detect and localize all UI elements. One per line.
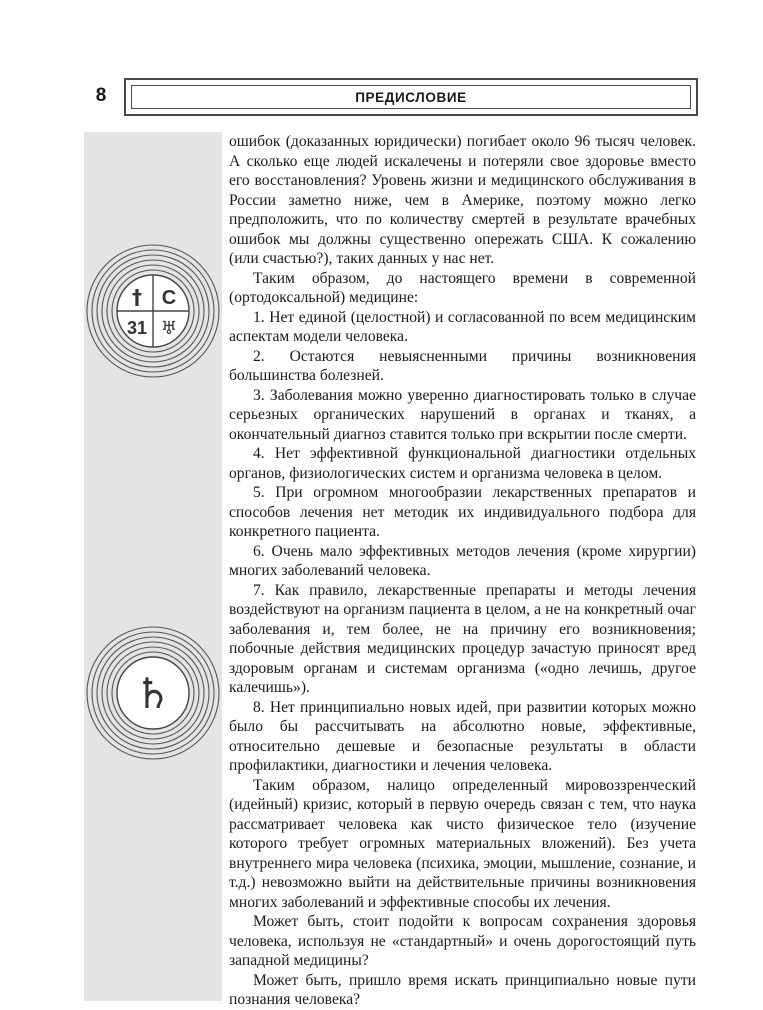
emblem-letter-text: С [161,287,177,309]
paragraph: Таким образом, налицо определенный мировоззренческий (идейный) кризис, который в первую очередь связан с тем, что наука рассматривает человека как чисто физическое тело (изучение которого требует огромных материальных вложений). Без учета внутреннего мира человека (психика, эмоции, мышление, сознание, и т.д.) невозможно выйти на действительные причины возникновения многих заболеваний и эффективные способы их лечения. [229,776,696,911]
page-number: 8 [95,85,107,106]
emblem-saturn-glyph: ♄ [134,669,172,718]
emblem-glyph-text: ♅ [160,318,178,339]
list-item: 1. Нет единой (целостной) и согласованной по всем медицинским аспектам модели человека. [229,308,696,345]
body-text [229,132,696,1010]
quadrant-emblem-icon [84,242,222,380]
list-item: 5. При огромном многообразии лекарственных препаратов и способов лечения нет методик их индивидуального подбора для конкретного пациента. [229,484,696,540]
paragraph: Таким образом, до настоящего времени в современной (ортодоксальной) медицине: [229,269,696,306]
paragraph: Может быть, пришло время искать принципиально новые пути познания человека? [229,971,696,1008]
paragraph: ошибок (доказанных юридически) погибает около 96 тысяч человек. А сколько еще людей искалечены и потеряли свое здоровье вместо его восстановления? Уровень жизни и медицинского обслуживания в России заметно ниже, чем в Америке, поэтому можно легко предположить, что по количеству смертей в результате врачебных ошибок мы должны существенно опережать США. К сожалению (или счастью?), таких данных у нас нет. [229,133,696,267]
list-item: 8. Нет принципиально новых идей, при развитии которых можно было бы рассчитывать на абсолютно новые, эффективные, относительно дешевые и безопасные результаты в области профилактики, диагностики и лечения человека. [229,698,696,774]
list-item: 2. Остаются невыясненными причины возникновения большинства болезней. [229,347,696,384]
running-header [124,78,698,116]
list-item: 4. Нет эффективной функциональной диагностики отдельных органов, физиологических систем и организма человека в целом. [229,445,696,482]
chapter-title: ПРЕДИСЛОВИЕ [355,90,467,105]
running-header-inner-frame [131,85,691,109]
paragraph: Может быть, стоит подойти к вопросам сохранения здоровья человека, используя не «стандартный» и очень дорогостоящий путь западной медицины? [229,913,696,969]
emblem-number-text: 31 [126,318,148,338]
list-item: 7. Как правило, лекарственные препараты и методы лечения воздействуют на организм пациента в целом, а не на конкретный очаг заболевания и, тем более, не на причину его возникновения; побочные действия медицинских процедур зачастую приносят вред здоровым органам и системам организма («одно лечишь, другое калечишь»). [229,581,696,696]
saturn-symbol-icon [84,624,222,762]
sidebar-margin [84,132,222,1001]
list-item: 3. Заболевания можно уверенно диагностировать только в случае серьезных органических нарушений в органах и тканях, а окончательный диагноз ставится только при вскрытии после смерти. [229,386,696,443]
list-item: 6. Очень мало эффективных методов лечения (кроме хирургии) многих заболеваний человека. [229,542,696,579]
emblem-cross-text: † [132,285,142,309]
